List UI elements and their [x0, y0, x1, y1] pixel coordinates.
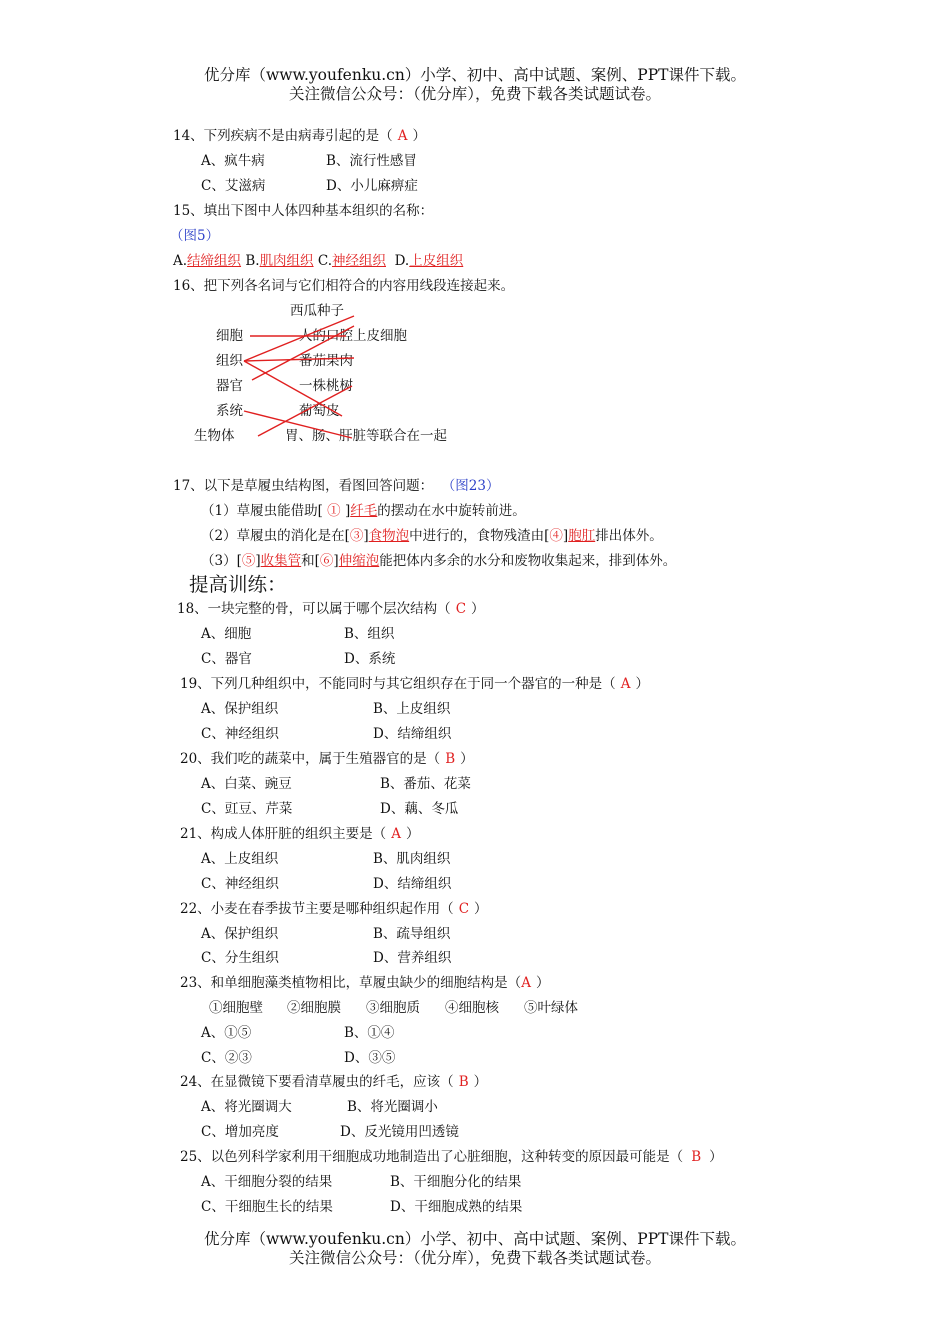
- option: D、结缔组织: [373, 876, 452, 892]
- question-stem: 20、我们吃的蔬菜中，属于生殖器官的是（: [180, 751, 441, 767]
- option: B、组织: [344, 626, 395, 642]
- option: D、营养组织: [373, 950, 452, 966]
- question-17-stem: 17、以下是草履虫结构图，看图回答问题：: [173, 478, 434, 494]
- match-left-item: 器官: [216, 378, 243, 394]
- question-stem: 22、小麦在春季拔节主要是哪种组织起作用（: [180, 901, 454, 917]
- question-14-stem: 14、下列疾病不是由病毒引起的是（: [173, 128, 393, 144]
- question-18: [177, 600, 485, 618]
- option: B、①④: [344, 1025, 395, 1041]
- match-right-item: 人的口腔上皮细胞: [299, 328, 407, 344]
- option: C、分生组织: [201, 950, 279, 966]
- option: A、干细胞分裂的结果: [201, 1174, 333, 1190]
- option: C、干细胞生长的结果: [201, 1199, 333, 1215]
- option: D、结缔组织: [373, 726, 452, 742]
- option: C、神经组织: [201, 876, 279, 892]
- question-17-line-2: [201, 527, 663, 545]
- match-left-item: 系统: [216, 403, 243, 419]
- question-stem: 23、和单细胞藻类植物相比，草履虫缺少的细胞结构是（: [180, 975, 522, 991]
- section-title: 提高训练：: [189, 573, 287, 596]
- match-right-item: 葡萄皮: [299, 403, 340, 419]
- structure-item: ②细胞膜: [287, 1000, 341, 1016]
- answer-c: 神经组织: [332, 253, 386, 269]
- text: （1）草履虫能借助[: [201, 503, 323, 519]
- text: 中进行的，食物残渣由[: [409, 528, 550, 544]
- question-stem: 19、下列几种组织中，不能同时与其它组织存在于同一个器官的一种是（: [180, 676, 616, 692]
- question-15-figure-ref: （图5）: [170, 228, 220, 244]
- answer-a-label: A.: [173, 253, 188, 269]
- answer-b: 肌肉组织: [259, 253, 314, 269]
- option: A、细胞: [201, 626, 252, 642]
- answer: 伸缩泡: [338, 553, 380, 569]
- question-17-line-1: [201, 502, 526, 520]
- question-14-close: ）: [412, 128, 426, 144]
- option: B、疏导组织: [373, 926, 451, 942]
- question-close: ）: [405, 826, 420, 842]
- answer-a: 结缔组织: [187, 253, 242, 269]
- text: ]: [344, 503, 351, 519]
- option: B、上皮组织: [373, 701, 451, 717]
- match-right-item: 一株桃树: [299, 378, 353, 394]
- page-footer-line-1: 优分库（www.youfenku.cn）小学、初中、高中试题、案例、PPT课件下载。: [203, 1230, 747, 1248]
- question-14-option-d: D、小儿麻痹症: [326, 178, 418, 194]
- page-header-line-2: 关注微信公众号：（优分库），免费下载各类试题试卷。: [288, 85, 661, 103]
- question-answer: B: [445, 751, 456, 767]
- text: ]: [333, 553, 339, 569]
- option: A、保护组织: [201, 701, 279, 717]
- option: B、干细胞分化的结果: [390, 1174, 522, 1190]
- option: D、反光镜用凹透镜: [340, 1124, 459, 1140]
- question-close: ）: [635, 676, 649, 692]
- answer-d: 上皮组织: [409, 253, 464, 269]
- match-left-item: 细胞: [216, 328, 243, 344]
- structure-item: ⑤叶绿体: [524, 1000, 578, 1016]
- question-19: [180, 675, 649, 693]
- answer: 胞肛: [568, 528, 596, 544]
- option: A、①⑤: [201, 1025, 252, 1041]
- answer-c-label: C.: [317, 253, 332, 269]
- question-answer: C: [455, 601, 467, 617]
- structure-item: ①细胞壁: [209, 1000, 263, 1016]
- option: C、神经组织: [201, 726, 279, 742]
- page-header-line-1: 优分库（www.youfenku.cn）小学、初中、高中试题、案例、PPT课件下载。: [203, 66, 747, 84]
- question-answer: A: [521, 975, 531, 991]
- option: A、将光圈调大: [201, 1099, 292, 1115]
- part-number: ①: [322, 503, 345, 519]
- option: B、番茄、花菜: [380, 776, 471, 792]
- match-left-item: 生物体: [194, 428, 235, 444]
- option: D、藕、冬瓜: [380, 801, 459, 817]
- part-number: ⑤: [241, 553, 256, 569]
- question-14: [173, 127, 426, 145]
- match-right-item: 胃、肠、肝脏等联合在一起: [285, 428, 447, 444]
- text: （3）[: [201, 553, 242, 569]
- match-right-item: 西瓜种子: [290, 303, 344, 319]
- question-close: ）: [473, 1074, 488, 1090]
- question-15-answers: [173, 252, 463, 270]
- question-20: [180, 750, 474, 768]
- question-15-stem: 15、填出下图中人体四种基本组织的名称：: [173, 203, 434, 219]
- option: A、上皮组织: [201, 851, 279, 867]
- option: D、系统: [344, 651, 396, 667]
- question-stem: 21、构成人体肝脏的组织主要是（: [180, 826, 387, 842]
- text: 排出体外。: [595, 528, 663, 544]
- text: 能把体内多余的水分和废物收集起来，排到体外。: [379, 553, 677, 569]
- option: C、器官: [201, 651, 252, 667]
- option: D、③⑤: [344, 1050, 396, 1066]
- question-stem: 18、一块完整的骨，可以属于哪个层次结构（: [177, 601, 451, 617]
- option: A、保护组织: [201, 926, 279, 942]
- option: C、②③: [201, 1050, 252, 1066]
- question-close: ）: [535, 975, 550, 991]
- question-close: ）: [474, 901, 488, 917]
- question-21: [180, 825, 419, 843]
- question-answer: C: [458, 901, 470, 917]
- answer: 食物泡: [368, 528, 410, 544]
- question-25: [180, 1148, 723, 1166]
- answer: 收集管: [260, 553, 302, 569]
- question-answer: B: [691, 1149, 702, 1165]
- question-14-option-b: B、流行性感冒: [326, 153, 417, 169]
- question-14-option-c: C、艾滋病: [201, 178, 266, 194]
- structure-item: ③细胞质: [366, 1000, 420, 1016]
- structure-item: ④细胞核: [445, 1000, 499, 1016]
- part-number: ⑥: [319, 553, 334, 569]
- question-stem: 24、在显微镜下要看清草履虫的纤毛，应该（: [180, 1074, 454, 1090]
- page-footer-line-2: 关注微信公众号：（优分库），免费下载各类试题试卷。: [288, 1249, 661, 1267]
- question-close: ）: [471, 601, 485, 617]
- question-close: ）: [709, 1149, 723, 1165]
- option: C、增加亮度: [201, 1124, 279, 1140]
- text: （2）草履虫的消化是在[: [201, 528, 350, 544]
- question-23: [180, 974, 549, 992]
- text: 和[: [301, 553, 320, 569]
- question-17: [173, 477, 499, 495]
- question-14-answer: A: [397, 128, 408, 144]
- question-16-stem: 16、把下列各名词与它们相符合的内容用线段连接起来。: [173, 278, 515, 294]
- answer-d-label: D.: [394, 253, 410, 269]
- question-stem: 25、以色列科学家利用干细胞成功地制造出了心脏细胞，这种转变的原因最可能是（: [180, 1149, 684, 1165]
- option: B、将光圈调小: [347, 1099, 438, 1115]
- option: D、干细胞成熟的结果: [390, 1199, 523, 1215]
- question-17-line-3: [201, 552, 676, 570]
- text: ]: [255, 553, 261, 569]
- question-answer: B: [458, 1074, 469, 1090]
- option: B、肌肉组织: [373, 851, 451, 867]
- text: 的摆动在水中旋转前进。: [377, 503, 526, 519]
- answer: 纤毛: [350, 503, 378, 519]
- part-number: ④: [549, 528, 563, 544]
- question-answer: A: [620, 676, 631, 692]
- option: A、白菜、豌豆: [201, 776, 292, 792]
- answer-b-label: B.: [245, 253, 260, 269]
- text: ]: [562, 528, 569, 544]
- option: C、豇豆、芹菜: [201, 801, 293, 817]
- question-14-option-a: A、疯牛病: [201, 153, 265, 169]
- question-24: [180, 1073, 487, 1091]
- match-right-item: 番茄果肉: [299, 353, 353, 369]
- question-close: ）: [460, 751, 474, 767]
- part-number: ③: [349, 528, 364, 544]
- question-17-figure-ref: （图23）: [441, 478, 500, 494]
- question-22: [180, 900, 488, 918]
- text: ]: [363, 528, 369, 544]
- match-left-item: 组织: [216, 353, 243, 369]
- question-answer: A: [391, 826, 401, 842]
